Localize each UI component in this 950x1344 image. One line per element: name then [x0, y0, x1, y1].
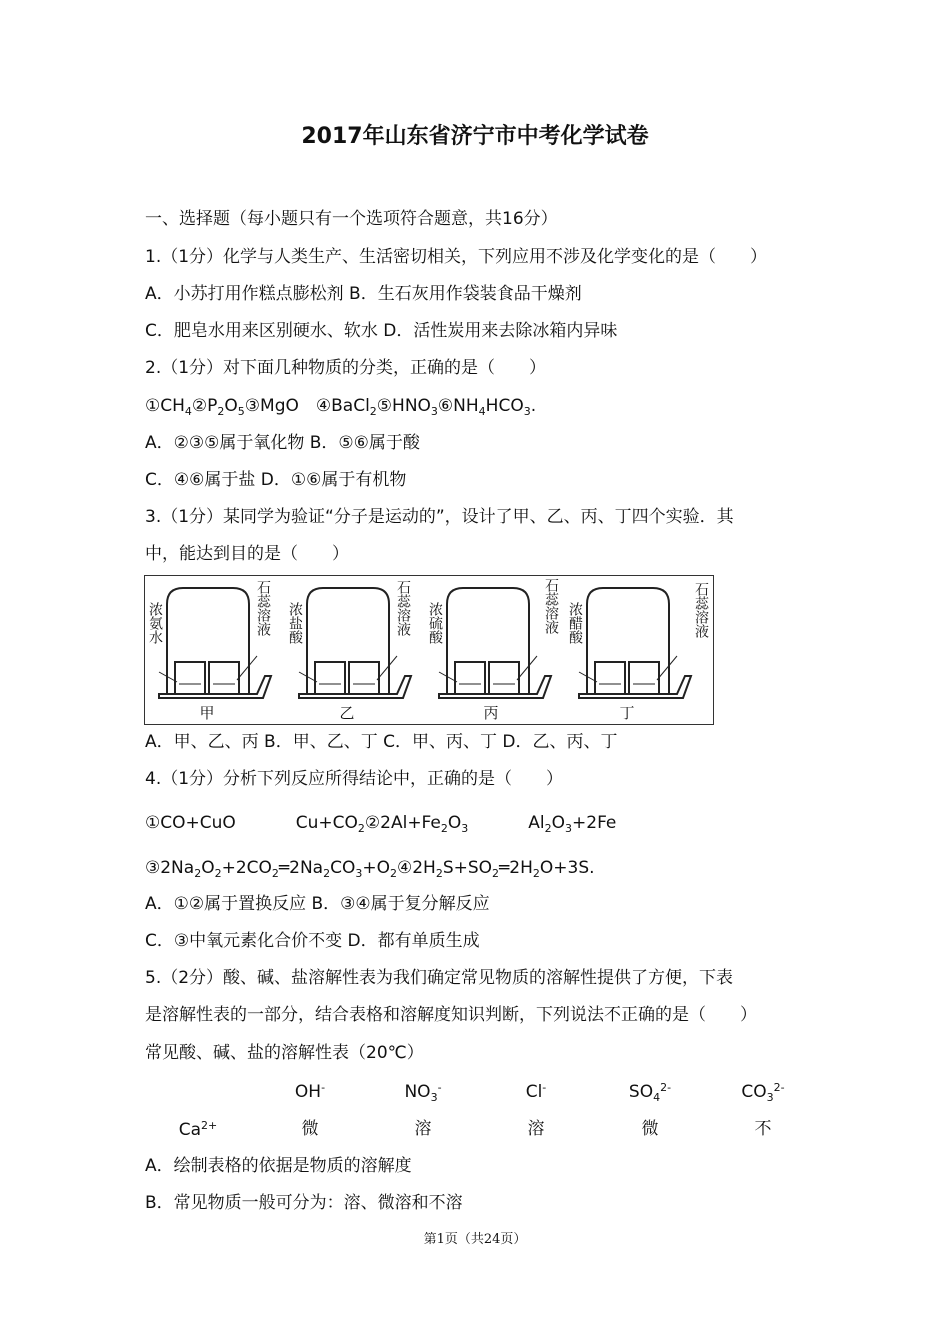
caption-jia: 甲	[199, 704, 215, 722]
q5-option-b: B．常见物质一般可分为：溶、微溶和不溶	[145, 1193, 463, 1213]
q3-options: A．甲、乙、丙 B．甲、乙、丁 C．甲、丙、丁 D．乙、丙、丁	[145, 732, 618, 752]
q3-stem-line1: 3.（1分）某同学为验证“分子是运动的”，设计了甲、乙、丙、丁四个实验．其	[145, 507, 734, 527]
table-header-so4: $SO_4^{2-}$	[628, 1081, 672, 1104]
q2-substances: $①CH_4②P_2O_5③MgO$ $④BaCl_2⑤HNO_3⑥NH_4HCO_3$.	[145, 396, 537, 418]
q1-options-cd: C．肥皂水用来区别硬水、软水 D．活性炭用来去除冰箱内异味	[145, 321, 618, 341]
q2-options-ab: A．②③⑤属于氧化物 B．⑤⑥属于酸	[145, 433, 420, 453]
q5-table-title: 常见酸、碱、盐的溶解性表（20℃）	[145, 1043, 424, 1063]
q5-stem-line1: 5.（2分）酸、碱、盐溶解性表为我们确定常见物质的溶解性提供了方便，下表	[145, 968, 734, 988]
reagent-label-yi: 浓盐酸	[287, 602, 303, 644]
reagent-label-ding: 浓醋酸	[567, 602, 583, 644]
table-row-header-ca: $Ca^{2+}$	[178, 1119, 218, 1140]
q4-reaction-3-4: $③2Na_2O_2+2CO_2═2Na_2CO_3+O_2④2H_2S+SO_2═2H_2O+3S$.	[145, 858, 595, 880]
table-cell: 溶	[527, 1119, 545, 1139]
table-header-oh: OH-	[294, 1081, 326, 1102]
reagent-label-jia: 浓氨水	[147, 602, 163, 644]
page-title: 2017年山东省济宁市中考化学试卷	[301, 124, 649, 149]
q3-stem-line2: 中，能达到目的是（ ）	[145, 544, 349, 564]
caption-yi: 乙	[339, 704, 355, 722]
table-cell: 不	[754, 1119, 772, 1139]
q1-stem: 1.（1分）化学与人类生产、生活密切相关，下列应用不涉及化学变化的是（ ）	[145, 247, 768, 267]
table-header-no3: $NO_3^-$	[404, 1081, 442, 1104]
indicator-label-bing: 石蕊溶液	[543, 578, 559, 634]
q1-options-ab: A．小苏打用作糕点膨松剂 B．生石灰用作袋装食品干燥剂	[145, 284, 582, 304]
q2-stem: 2.（1分）对下面几种物质的分类，正确的是（ ）	[145, 358, 547, 378]
q5-stem-line2: 是溶解性表的一部分，结合表格和溶解度知识判断，下列说法不正确的是（ ）	[145, 1005, 757, 1025]
experiment-figure	[144, 575, 714, 725]
reagent-label-bing: 浓硫酸	[427, 602, 443, 644]
table-cell: 微	[301, 1119, 319, 1139]
q4-reaction-1-2: ①CO+CuO $Cu+CO_2②2Al+Fe_2O_3$ $Al_2O_3+2Fe$	[145, 813, 617, 835]
q5-option-a: A．绘制表格的依据是物质的溶解度	[145, 1156, 412, 1176]
caption-bing: 丙	[483, 704, 499, 722]
q4-options-cd: C．③中氧元素化合价不变 D．都有单质生成	[145, 931, 480, 951]
indicator-label-ding: 石蕊溶液	[693, 582, 709, 638]
table-cell: 溶	[414, 1119, 432, 1139]
section-heading: 一、选择题（每小题只有一个选项符合题意，共16分）	[145, 209, 558, 229]
table-header-cl: Cl-	[525, 1081, 547, 1102]
table-header-co3: $CO_3^{2-}$	[741, 1081, 785, 1104]
page-footer: 第1页（共24页）	[423, 1232, 527, 1247]
caption-ding: 丁	[619, 704, 635, 722]
q4-options-ab: A．①②属于置换反应 B．③④属于复分解反应	[145, 894, 490, 914]
indicator-label-jia: 石蕊溶液	[255, 580, 271, 636]
table-cell: 微	[641, 1119, 659, 1139]
q4-stem: 4.（1分）分析下列反应所得结论中，正确的是（ ）	[145, 769, 564, 789]
indicator-label-yi: 石蕊溶液	[395, 580, 411, 636]
q2-options-cd: C．④⑥属于盐 D．①⑥属于有机物	[145, 470, 407, 490]
